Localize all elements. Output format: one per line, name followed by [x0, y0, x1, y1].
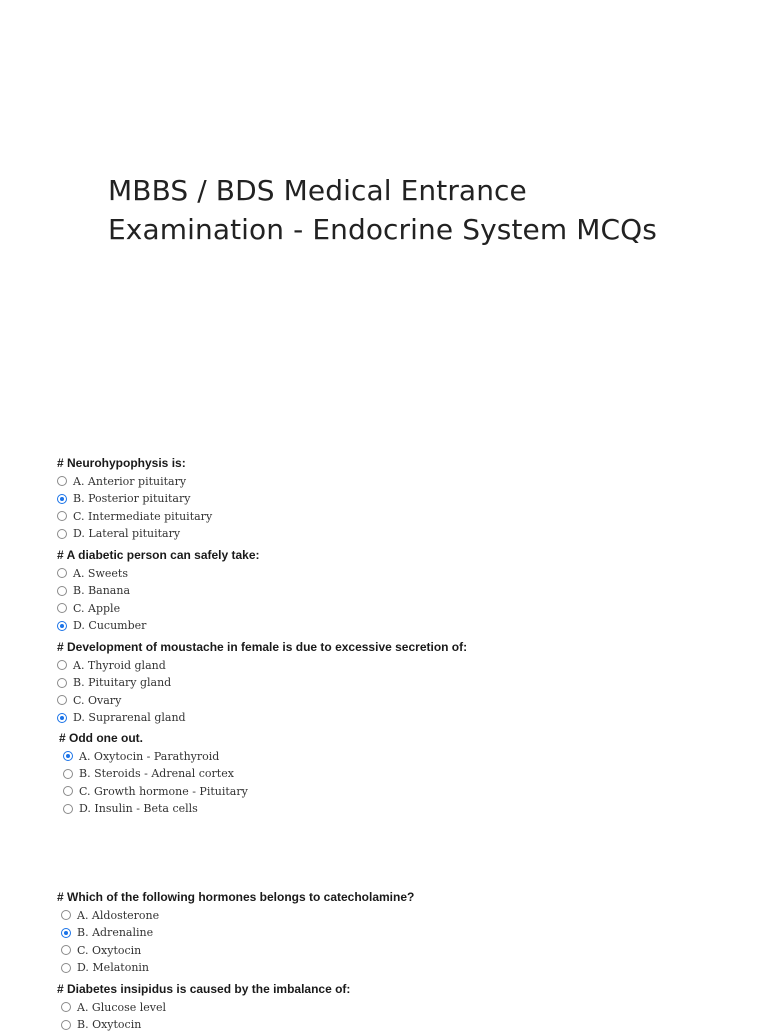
radio-unchecked-icon[interactable] — [61, 1002, 71, 1012]
radio-unchecked-icon[interactable] — [61, 945, 71, 955]
option-row[interactable] — [57, 924, 737, 942]
radio-unchecked-icon[interactable] — [57, 660, 67, 670]
question-block-1 — [57, 455, 737, 543]
option-label: A. Sweets — [73, 566, 128, 580]
question-block-3 — [57, 639, 737, 727]
radio-unchecked-icon[interactable] — [63, 786, 73, 796]
radio-checked-icon[interactable] — [57, 713, 67, 723]
option-label: D. Cucumber — [73, 619, 147, 633]
option-row[interactable] — [57, 692, 737, 710]
option-label: B. Pituitary gland — [73, 676, 172, 690]
question-text: # Odd one out. — [59, 731, 143, 745]
option-row[interactable] — [59, 800, 739, 818]
option-row[interactable] — [59, 765, 739, 783]
option-row[interactable] — [57, 600, 737, 618]
option-label: A. Oxytocin - Parathyroid — [79, 749, 220, 763]
option-row[interactable] — [57, 525, 737, 543]
option-row[interactable] — [57, 473, 737, 491]
question-text: # A diabetic person can safely take: — [57, 548, 260, 562]
option-row[interactable] — [57, 709, 737, 727]
question-text: # Neurohypophysis is: — [57, 456, 186, 470]
question-block-6 — [57, 981, 737, 1034]
question-block-5 — [57, 889, 737, 977]
radio-unchecked-icon[interactable] — [61, 963, 71, 973]
radio-unchecked-icon[interactable] — [57, 695, 67, 705]
option-row[interactable] — [57, 508, 737, 526]
page-title — [108, 171, 728, 249]
option-label: C. Growth hormone - Pituitary — [79, 784, 248, 798]
option-row[interactable] — [57, 657, 737, 675]
radio-unchecked-icon[interactable] — [57, 511, 67, 521]
option-row[interactable] — [57, 999, 737, 1017]
option-label: D. Melatonin — [77, 961, 149, 975]
option-row[interactable] — [57, 674, 737, 692]
option-row[interactable] — [59, 783, 739, 801]
option-label: C. Apple — [73, 601, 121, 615]
option-label: C. Ovary — [73, 693, 122, 707]
option-label: C. Oxytocin — [77, 943, 142, 957]
radio-unchecked-icon[interactable] — [57, 586, 67, 596]
radio-unchecked-icon[interactable] — [61, 910, 71, 920]
option-label: A. Anterior pituitary — [73, 474, 187, 488]
radio-unchecked-icon[interactable] — [57, 476, 67, 486]
radio-checked-icon[interactable] — [57, 621, 67, 631]
option-row[interactable] — [57, 907, 737, 925]
question-text: # Diabetes insipidus is caused by the imbalance of: — [57, 982, 351, 996]
option-row[interactable] — [57, 582, 737, 600]
option-row[interactable] — [57, 565, 737, 583]
radio-checked-icon[interactable] — [61, 928, 71, 938]
option-label: A. Glucose level — [77, 1000, 167, 1014]
option-label: D. Insulin - Beta cells — [79, 802, 198, 816]
radio-checked-icon[interactable] — [57, 494, 67, 504]
radio-unchecked-icon[interactable] — [57, 678, 67, 688]
radio-unchecked-icon[interactable] — [57, 529, 67, 539]
question-block-2 — [57, 547, 737, 635]
option-row[interactable] — [57, 617, 737, 635]
question-text: # Which of the following hormones belongs to catecholamine? — [57, 890, 415, 904]
option-row[interactable] — [57, 959, 737, 977]
option-label: B. Oxytocin — [77, 1018, 142, 1032]
option-row[interactable] — [57, 942, 737, 960]
radio-unchecked-icon[interactable] — [57, 603, 67, 613]
option-row[interactable] — [57, 490, 737, 508]
question-text: # Development of moustache in female is due to excessive secretion of: — [57, 640, 468, 654]
option-row[interactable] — [57, 1016, 737, 1034]
radio-unchecked-icon[interactable] — [63, 804, 73, 814]
title-line-1: MBBS / BDS Medical Entrance — [108, 174, 527, 207]
option-label: D. Suprarenal gland — [73, 711, 186, 725]
option-label: A. Aldosterone — [77, 908, 160, 922]
title-line-2: Examination - Endocrine System MCQs — [108, 213, 657, 246]
option-label: B. Steroids - Adrenal cortex — [79, 767, 234, 781]
radio-checked-icon[interactable] — [63, 751, 73, 761]
radio-unchecked-icon[interactable] — [57, 568, 67, 578]
option-label: A. Thyroid gland — [73, 658, 166, 672]
option-row[interactable] — [59, 748, 739, 766]
option-label: B. Adrenaline — [77, 926, 154, 940]
radio-unchecked-icon[interactable] — [63, 769, 73, 779]
option-label: C. Intermediate pituitary — [73, 509, 213, 523]
option-label: D. Lateral pituitary — [73, 527, 181, 541]
option-label: B. Posterior pituitary — [73, 492, 191, 506]
option-label: B. Banana — [73, 584, 131, 598]
question-block-4 — [59, 730, 739, 818]
radio-unchecked-icon[interactable] — [61, 1020, 71, 1030]
